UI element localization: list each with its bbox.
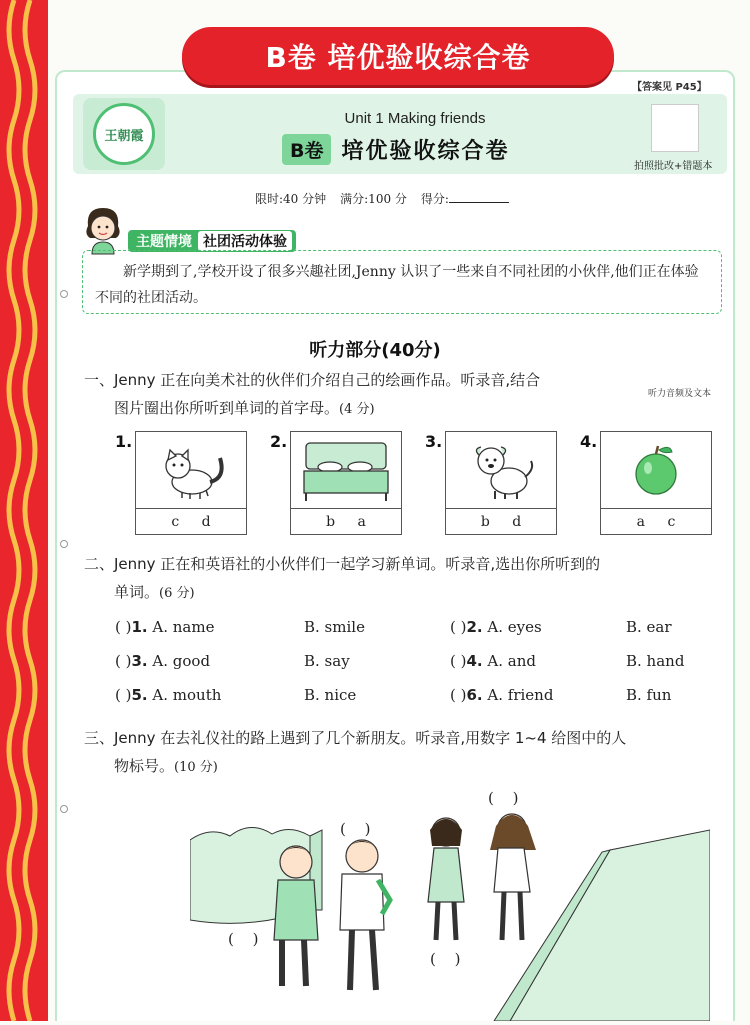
option-a: A. and xyxy=(487,652,536,670)
question-2-score: (6 分) xyxy=(159,586,195,601)
option-b: B. smile xyxy=(304,618,365,636)
theme-label: 主题情境 xyxy=(136,234,192,250)
option-b: B. say xyxy=(304,652,350,670)
question-1-line1: 一、Jenny 正在向美术社的伙伴们介绍自己的绘画作品。听录音,结合 xyxy=(84,371,541,389)
question-1-score: (4 分) xyxy=(339,402,375,417)
answer-paren[interactable]: ( ) xyxy=(115,686,132,704)
option-b: B. fun xyxy=(626,686,672,704)
publisher-logo xyxy=(83,98,165,170)
choice-row xyxy=(450,618,542,636)
paper-badge: B卷 xyxy=(282,134,331,165)
score-label: 得分: xyxy=(420,192,449,206)
qr-code[interactable] xyxy=(651,104,699,152)
choice-row xyxy=(115,618,214,636)
options[interactable]: b d xyxy=(446,508,556,534)
paper-title-text: 培优验收综合卷 xyxy=(341,139,510,164)
pic-number: 1. xyxy=(115,432,133,451)
option-a: A. friend xyxy=(487,686,554,704)
theme-tag xyxy=(128,230,296,252)
decorative-side-strip xyxy=(0,0,48,1021)
question-2-line1: 二、Jenny 正在和英语社的小伙伴们一起学习新单词。听录音,选出你所听到的 xyxy=(84,555,601,573)
picture-item-bed xyxy=(290,431,402,535)
binding-hole xyxy=(60,540,68,548)
choice-row xyxy=(115,652,210,670)
option-a: A. mouth xyxy=(152,686,222,704)
item-number: 4. xyxy=(466,652,483,670)
logo-text: 王朝霞 xyxy=(93,103,155,165)
story-box: 新学期到了,学校开设了很多兴趣社团,Jenny 认识了一些来自不同社团的小伙伴,他们正在体验不同的社团活动。 xyxy=(82,250,722,314)
option-a: A. name xyxy=(152,618,215,636)
options[interactable]: b a xyxy=(291,508,401,534)
item-number: 1. xyxy=(131,618,148,636)
question-1-text xyxy=(84,366,540,424)
options[interactable]: c d xyxy=(136,508,246,534)
item-number: 2. xyxy=(466,618,483,636)
theme-sub: 社团活动体验 xyxy=(198,231,292,251)
question-2-text xyxy=(84,550,600,608)
choice-row xyxy=(115,686,221,704)
qr-label: 拍照批改+错题本 xyxy=(634,161,713,172)
item-number: 3. xyxy=(131,652,148,670)
question-3-line2: 物标号。 xyxy=(114,757,175,775)
label-paren[interactable]: ( ) xyxy=(430,950,461,968)
picture-item-cat xyxy=(135,431,247,535)
option-b: B. nice xyxy=(304,686,357,704)
option-b: B. hand xyxy=(626,652,685,670)
apple-icon xyxy=(601,432,711,508)
dog-icon xyxy=(446,432,556,508)
girl-illustration xyxy=(78,204,128,256)
bed-icon xyxy=(291,432,401,508)
full-score: 满分:100 分 xyxy=(340,192,407,206)
option-b: B. ear xyxy=(626,618,672,636)
pic-number: 3. xyxy=(425,432,443,451)
question-3-line1: 三、Jenny 在去礼仪社的路上遇到了几个新朋友。听录音,用数字 1~4 给图中的人 xyxy=(84,729,627,747)
question-1-line2: 图片圈出你所听到单词的首字母。 xyxy=(114,399,340,417)
question-2-line2: 单词。 xyxy=(114,583,160,601)
options[interactable]: a c xyxy=(601,508,711,534)
audio-note: 听力音频及文本 xyxy=(648,389,712,399)
item-number: 6. xyxy=(466,686,483,704)
choice-row xyxy=(450,686,553,704)
label-paren[interactable]: ( ) xyxy=(340,820,371,838)
label-paren[interactable]: ( ) xyxy=(488,789,519,807)
exam-meta xyxy=(255,190,509,207)
binding-hole xyxy=(60,805,68,813)
option-a: A. eyes xyxy=(487,618,542,636)
answer-paren[interactable]: ( ) xyxy=(450,652,467,670)
pic-number: 2. xyxy=(270,432,288,451)
pic-number: 4. xyxy=(580,432,598,451)
top-banner: B卷 培优验收综合卷 xyxy=(182,27,614,85)
answer-paren[interactable]: ( ) xyxy=(115,618,132,636)
item-number: 5. xyxy=(131,686,148,704)
friends-scene xyxy=(190,790,710,1021)
answer-paren[interactable]: ( ) xyxy=(450,618,467,636)
label-paren[interactable]: ( ) xyxy=(228,930,259,948)
answer-paren[interactable]: ( ) xyxy=(115,652,132,670)
question-3-score: (10 分) xyxy=(174,760,218,775)
choice-row xyxy=(450,652,536,670)
section-title: 听力部分(40分) xyxy=(309,340,441,361)
score-blank[interactable] xyxy=(449,202,509,203)
binding-hole xyxy=(60,290,68,298)
picture-item-apple xyxy=(600,431,712,535)
time-limit: 限时:40 分钟 xyxy=(255,192,327,206)
picture-item-dog xyxy=(445,431,557,535)
question-3-text xyxy=(84,724,626,782)
cat-icon xyxy=(136,432,246,508)
paper-title xyxy=(282,134,510,165)
unit-title: Unit 1 Making friends xyxy=(344,110,486,127)
answer-paren[interactable]: ( ) xyxy=(450,686,467,704)
option-a: A. good xyxy=(152,652,211,670)
answer-reference: 【答案见 P45】 xyxy=(632,82,707,93)
